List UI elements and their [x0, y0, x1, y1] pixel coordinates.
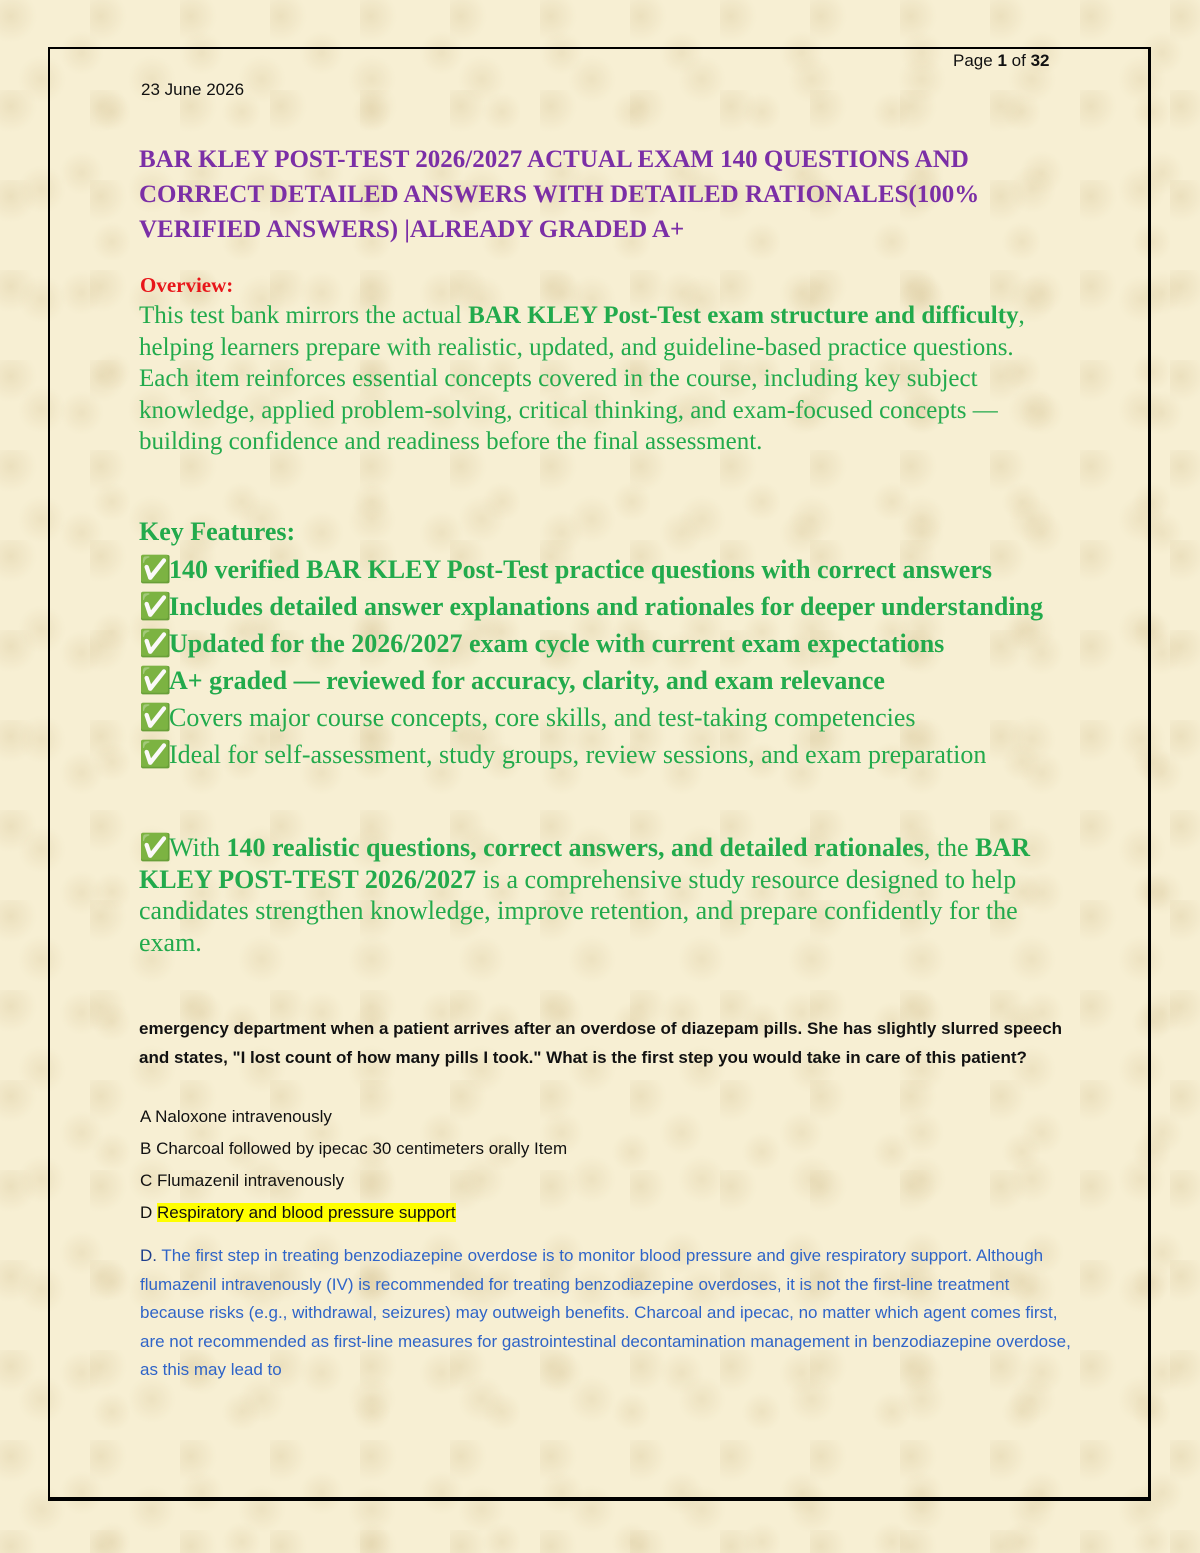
feature-text: 140 verified BAR KLEY Post-Test practice questions with correct answers	[169, 555, 992, 584]
document-date: 23 June 2026	[141, 80, 245, 99]
feature-item	[139, 627, 1069, 661]
page-number	[953, 51, 1049, 71]
feature-item	[139, 590, 1069, 624]
option-letter: D	[140, 1203, 153, 1222]
check-icon: ✅	[139, 629, 172, 658]
answer-option-c	[140, 1167, 567, 1199]
answer-option-d	[140, 1199, 567, 1231]
document-title: BAR KLEY POST-TEST 2026/2027 ACTUAL EXAM 140 QUESTIONS AND CORRECT DETAILED ANSWERS WITH DETAILED RATIONALES(100% VERIFIED ANSWERS) |ALREADY GRADED A+	[139, 146, 980, 243]
feature-text: Updated for the 2026/2027 exam cycle with current exam expectations	[169, 629, 945, 658]
summary-bold-2: BAR KLEY POST-TEST 2026/2027	[139, 833, 1030, 894]
summary-text-2: , the	[923, 833, 976, 862]
check-icon: ✅	[139, 592, 172, 621]
feature-item	[139, 553, 1069, 587]
page-of: of	[1011, 51, 1026, 70]
rationale-letter: D.	[140, 1246, 157, 1265]
summary-bold-1: 140 realistic questions, correct answers, and detailed rationales	[226, 833, 924, 862]
feature-text: Includes detailed answer explanations and rationales for deeper understanding	[169, 592, 1043, 621]
summary-text-3: is a comprehensive study resource designed to help candidates strengthen knowledge, improve retention, and prepare confidently for the exam.	[139, 864, 1018, 957]
option-text: Charcoal followed by ipecac 30 centimeters orally Item	[156, 1139, 568, 1158]
answer-option-a	[140, 1103, 567, 1135]
feature-item	[139, 738, 1069, 772]
overview-text-bold: BAR KLEY Post-Test exam structure and difficulty	[468, 302, 1019, 329]
check-icon: ✅	[139, 555, 172, 584]
check-icon: ✅	[139, 666, 172, 695]
option-letter: C	[140, 1171, 153, 1190]
summary-paragraph	[139, 832, 1069, 958]
check-icon: ✅	[139, 703, 172, 732]
check-icon: ✅	[139, 740, 172, 769]
feature-text: Covers major course concepts, core skills, and test-taking competencies	[169, 703, 916, 732]
feature-item	[139, 664, 1069, 698]
key-features-heading: Key Features:	[139, 517, 296, 546]
page-label: Page	[953, 51, 993, 70]
key-features-list	[139, 553, 1069, 775]
option-text: Naloxone intravenously	[155, 1107, 332, 1126]
rationale-text: The first step in treating benzodiazepine overdose is to monitor blood pressure and give respiratory support. Although flumazenil intravenously (IV) is recommended for treating benzodiazepine overdoses, it is not the first-line treatment because risks (e.g., withdrawal, seizures) may outweigh benefits. Charcoal and ipecac, no matter which agent comes first, are not recommended as first-line measures for gastrointestinal decontamination management in benzodiazepine overdose, as this may lead to	[140, 1246, 1071, 1380]
option-letter: B	[140, 1139, 152, 1158]
overview-heading: Overview:	[140, 273, 234, 297]
page-current: 1	[997, 51, 1007, 70]
overview-text-1: This test bank mirrors the actual	[139, 302, 469, 329]
overview-paragraph	[139, 300, 1039, 458]
correct-answer-highlight: Respiratory and blood pressure support	[157, 1203, 456, 1222]
feature-item	[139, 701, 1069, 735]
option-letter: A	[140, 1107, 151, 1126]
question-stem: emergency department when a patient arrives after an overdose of diazepam pills. She has slightly slurred speech and states, "I lost count of how many pills I took." What is the first step you would take in care of this patient?	[139, 1019, 1063, 1067]
summary-text-1: With	[169, 833, 227, 862]
page-total: 32	[1030, 51, 1050, 70]
overview-text-2: , helping learners prepare with realistic, updated, and guideline-based practice questions. Each item reinforces essential concepts covered in the course, including key subject knowledge, applied problem-solving, critical thinking, and exam-focused concepts — building confidence and readiness before the final assessment.	[139, 302, 1025, 455]
check-icon: ✅	[139, 833, 172, 862]
answer-option-b	[140, 1135, 567, 1167]
feature-text: Ideal for self-assessment, study groups, review sessions, and exam preparation	[169, 740, 987, 769]
feature-text: A+ graded — reviewed for accuracy, clarity, and exam relevance	[169, 666, 885, 695]
option-text: Flumazenil intravenously	[157, 1171, 345, 1190]
answer-options	[140, 1103, 567, 1231]
rationale-paragraph	[140, 1242, 1075, 1385]
